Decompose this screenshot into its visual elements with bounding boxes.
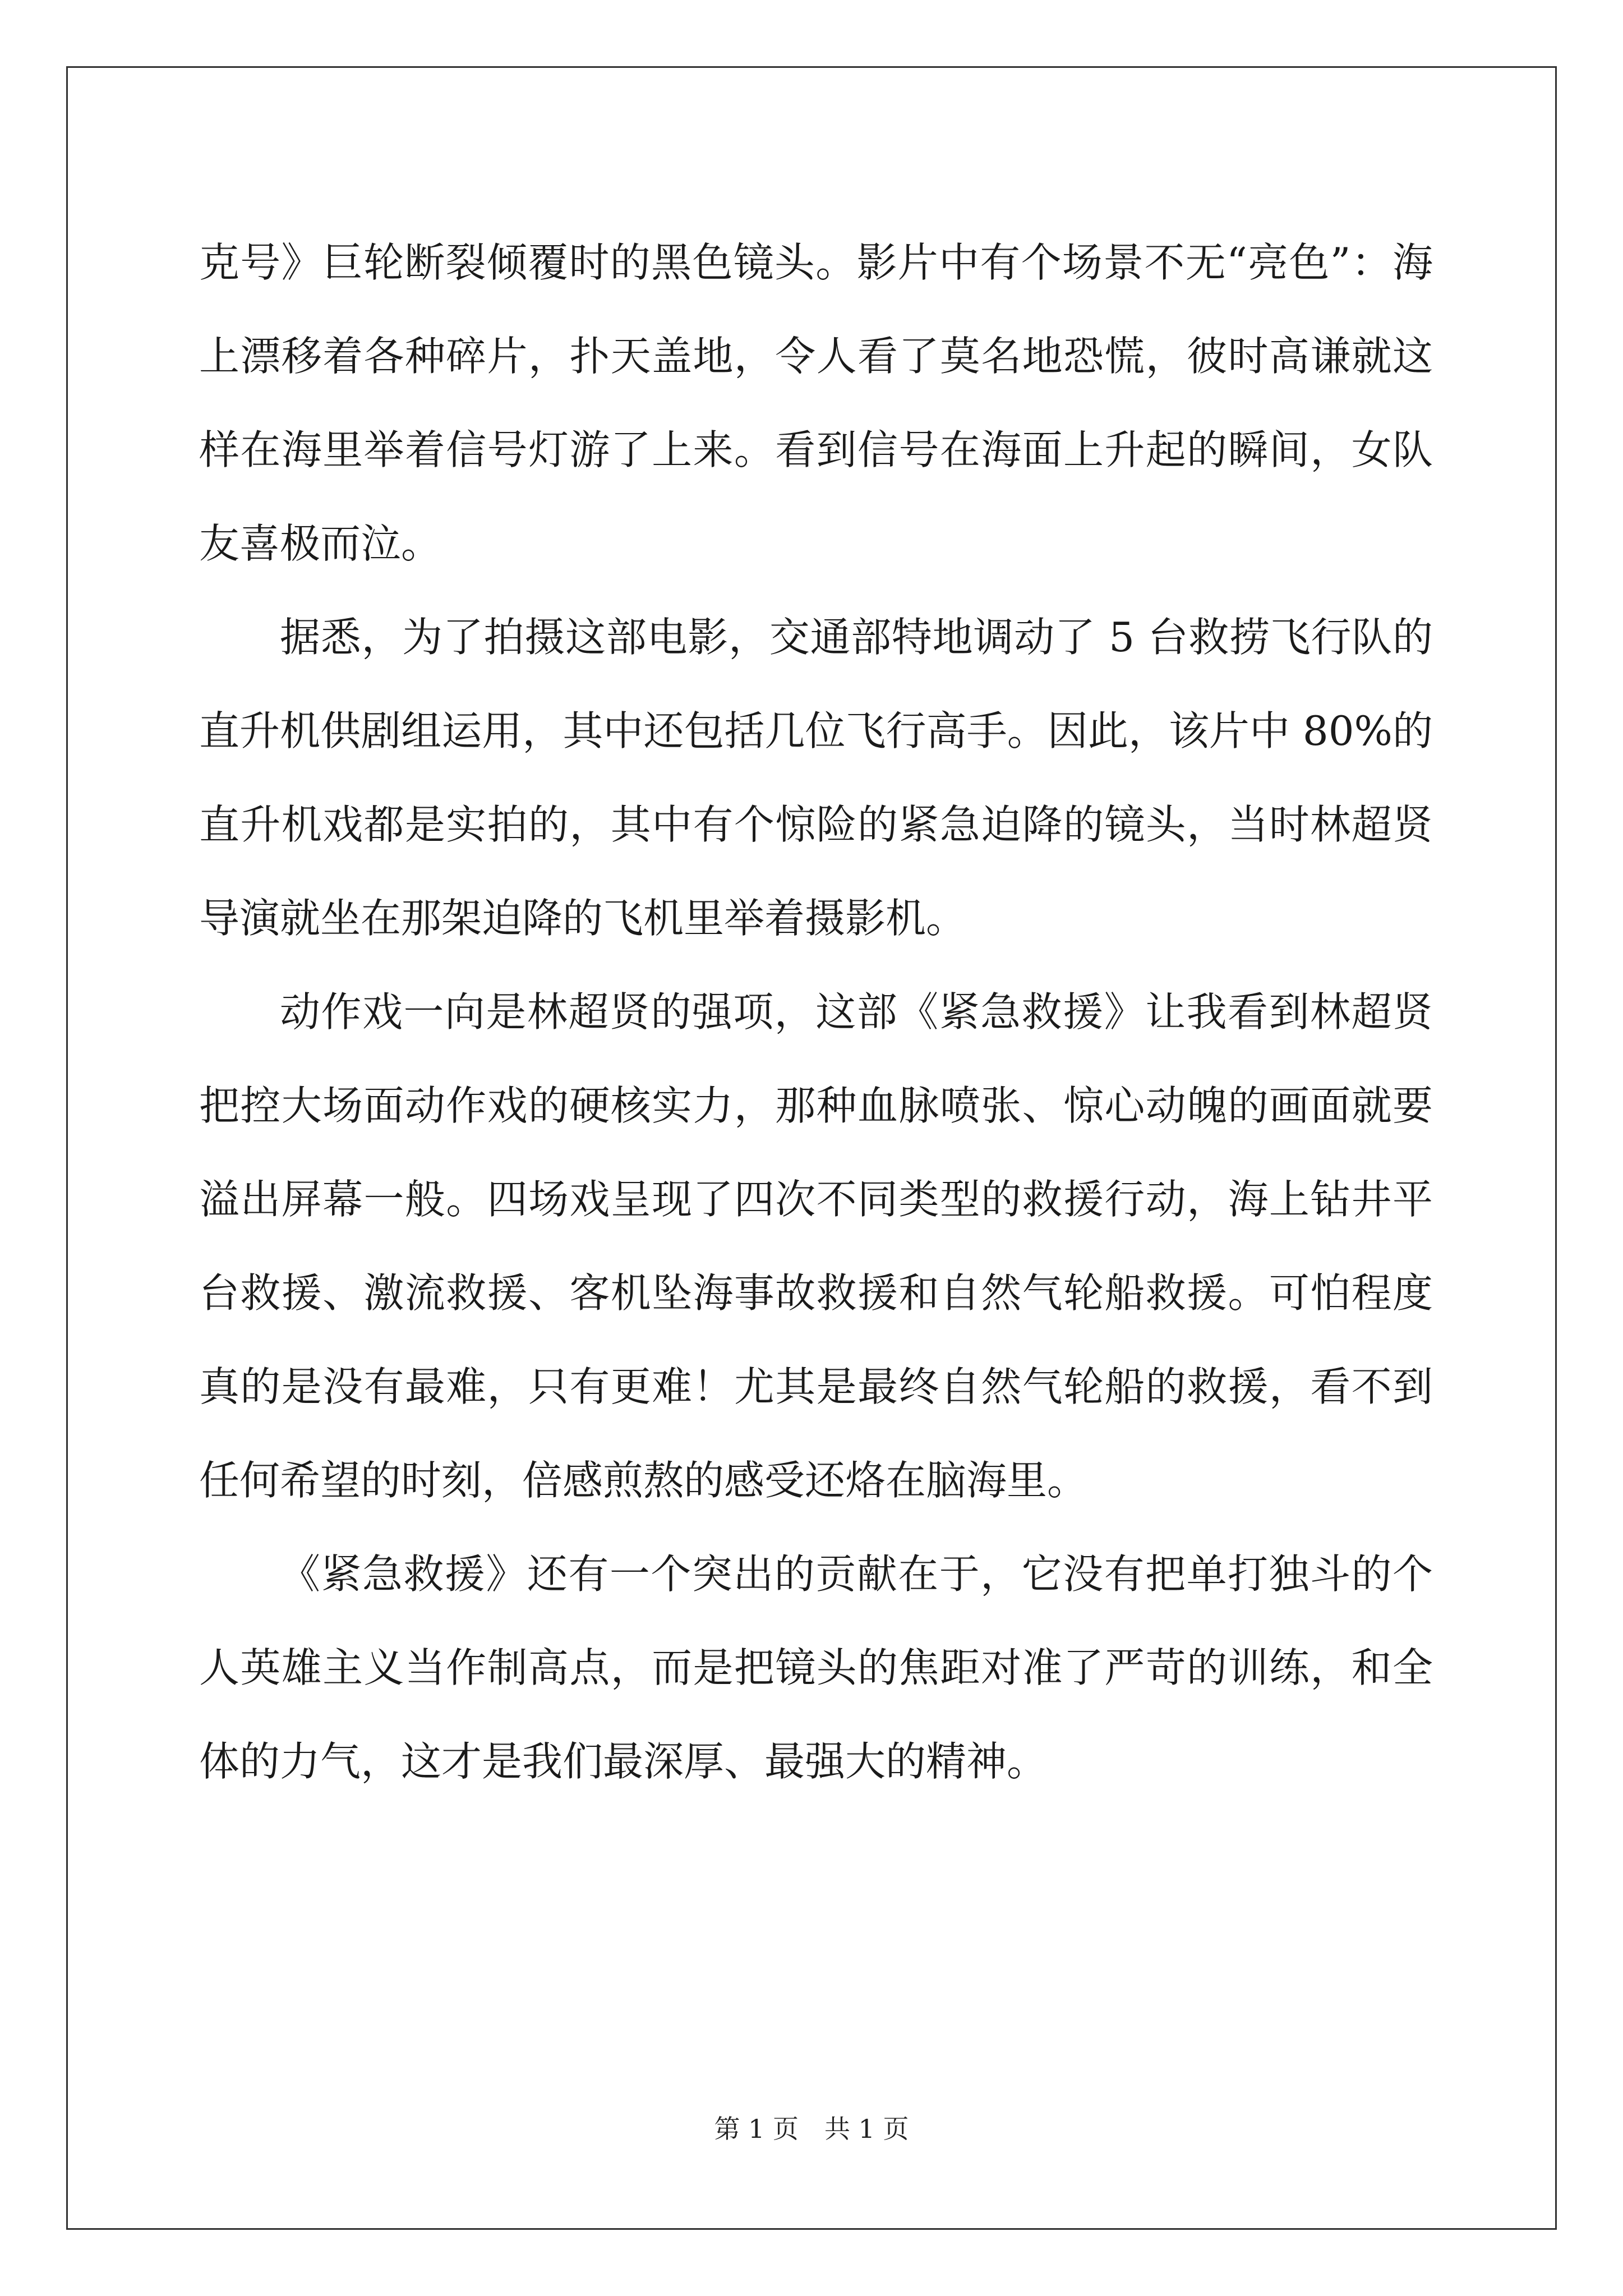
paragraph-1: 克号》巨轮断裂倾覆时的黑色镜头。影片中有个场景不无“亮色”：海上漂移着各种碎片，扑天盖地，令人看了莫名地恐慌，彼时高谦就这样在海里举着信号灯游了上来。看到信号在海面上升起的瞬间，女队友喜极而泣。: [199, 239, 1433, 567]
page-number-footer: 第 1 页 共 1 页: [714, 2114, 909, 2144]
document-body: [199, 216, 1433, 1809]
paragraph-3: 动作戏一向是林超贤的强项，这部《紧急救援》让我看到林超贤把控大场面动作戏的硬核实力，那种血脉喷张、惊心动魄的画面就要溢出屏幕一般。四场戏呈现了四次不同类型的救援行动，海上钻井平台救援、激流救援、客机坠海事故救援和自然气轮船救援。可怕程度真的是没有最难，只有更难！尤其是最终自然气轮船的救援，看不到任何希望的时刻，倍感煎熬的感受还烙在脑海里。: [199, 988, 1433, 1504]
paragraph-2: 据悉，为了拍摄这部电影，交通部特地调动了 5 台救捞飞行队的直升机供剧组运用，其中还包括几位飞行高手。因此，该片中 80%的直升机戏都是实拍的，其中有个惊险的紧急迫降的镜头，当时林超贤导演就坐在那架迫降的飞机里举着摄影机。: [199, 614, 1433, 942]
paragraph-4: 《紧急救援》还有一个突出的贡献在于，它没有把单打独斗的个人英雄主义当作制高点，而是把镜头的焦距对准了严苛的训练，和全体的力气，这才是我们最深厚、最强大的精神。: [199, 1550, 1433, 1785]
